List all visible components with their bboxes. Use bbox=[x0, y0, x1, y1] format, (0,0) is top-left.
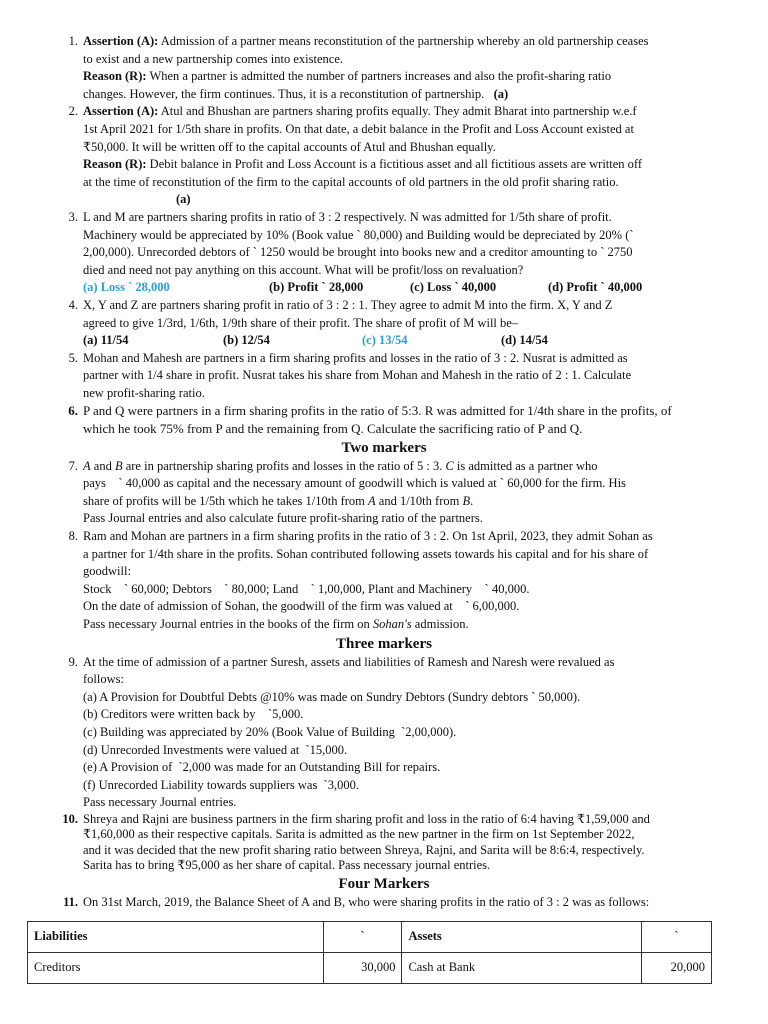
question-text: Pass Journal entries and also calculate future profit-sharing ratio of the partners. bbox=[83, 511, 483, 526]
text: admission. bbox=[411, 617, 469, 631]
question-11 bbox=[0, 894, 768, 912]
cell-asset: Cash at Bank bbox=[402, 953, 642, 984]
question-text: pays ` 40,000 as capital and the necessary amount of goodwill which is valued at ` 60,000 for the firm. His bbox=[83, 476, 626, 491]
question-text: new profit-sharing ratio. bbox=[83, 385, 205, 400]
options-row bbox=[83, 279, 732, 297]
question-1 bbox=[0, 33, 768, 103]
question-7 bbox=[0, 458, 768, 528]
assertion-text-2: to exist and a new partnership comes into existence. bbox=[83, 51, 343, 66]
question-number: 7. bbox=[68, 458, 78, 473]
question-text: Mohan and Mahesh are partners in a firm sharing profits and losses in the ratio of 3 : 2. Nusrat is admitted as bbox=[83, 350, 628, 365]
option-a: (a) 11/54 bbox=[83, 333, 129, 348]
option-d: (d) 14/54 bbox=[501, 333, 548, 348]
text: and 1/10th from bbox=[375, 493, 463, 508]
assertion-text: Atul and Bhushan are partners sharing profits equally. They admit Bharat into partnership w.e.f bbox=[160, 104, 637, 119]
text: . bbox=[470, 493, 474, 508]
question-text: partner with 1/4 share in profit. Nusrat takes his share from Mohan and Mahesh in the ratio of 2 : 1. Calculate bbox=[83, 368, 632, 383]
item-a: (a) A Provision for Doubtful Debts @10% was made on Sundry Debtors (Sundry debtors ` 50,000). bbox=[83, 689, 581, 704]
question-6 bbox=[0, 402, 768, 437]
header-liabilities: Liabilities bbox=[28, 922, 324, 953]
question-number: 3. bbox=[68, 209, 78, 224]
question-text: Ram and Mohan are partners in a firm sharing profits in the ratio of 3 : 2. On 1st April, 2023, they admit Sohan as bbox=[83, 529, 653, 544]
text: Pass necessary Journal entries in the books of the firm on bbox=[83, 617, 373, 631]
option-a: (a) Loss ` 28,000 bbox=[83, 280, 170, 295]
assertion-label: Assertion (A): bbox=[83, 34, 159, 48]
header-assets: Assets bbox=[402, 922, 642, 953]
partner-b: B bbox=[114, 458, 123, 473]
section-heading-four-markers: Four Markers bbox=[338, 875, 430, 892]
question-number: 8. bbox=[68, 529, 78, 544]
question-10 bbox=[0, 812, 768, 874]
balance-sheet-table bbox=[27, 921, 712, 984]
question-9 bbox=[0, 654, 768, 812]
question-text: 2,00,000). Unrecorded debtors of ` 1250 would be brought into books new and a creditor amounting to ` 2750 bbox=[83, 245, 633, 260]
question-text: follows: bbox=[83, 672, 124, 687]
section-heading-three-markers: Three markers bbox=[336, 635, 432, 652]
question-number: 5. bbox=[68, 350, 78, 365]
cell-liability-amount: 30,000 bbox=[323, 953, 402, 984]
question-text: Stock ` 60,000; Debtors ` 80,000; Land ` 1,00,000, Plant and Machinery ` 40,000. bbox=[83, 581, 530, 596]
reason-text-2: changes. However, the firm continues. Thus, it is a reconstitution of partnership. bbox=[83, 86, 485, 101]
question-text: goodwill: bbox=[83, 564, 131, 579]
question-number: 11. bbox=[63, 894, 78, 909]
question-text: L and M are partners sharing profits in ratio of 3 : 2 respectively. N was admitted for 1/5th share of profit. bbox=[83, 209, 612, 224]
question-text: Machinery would be appreciated by 10% (Book value ` 80,000) and Building would be depreciated by 20% (` bbox=[83, 227, 634, 242]
question-2 bbox=[0, 103, 768, 209]
question-8 bbox=[0, 528, 768, 634]
header-amount-symbol: ` bbox=[323, 922, 402, 953]
section-heading-two-markers: Two markers bbox=[341, 439, 427, 456]
question-5 bbox=[0, 350, 768, 403]
reason-text: Debit balance in Profit and Loss Account is a fictitious asset and all fictitious assets are written off bbox=[149, 157, 643, 172]
question-text: and it was decided that the new profit sharing ratio between Shreya, Rajni, and Sarita will be 8:6:4, respectively. bbox=[83, 842, 645, 857]
text: share of profits will be 1/5th which he takes 1/10th from bbox=[83, 493, 369, 508]
question-text: Shreya and Rajni are business partners in the firm sharing profit and loss in the ratio of 6:4 having ₹1,59,000 and bbox=[83, 811, 650, 826]
item-f: (f) Unrecorded Liability towards suppliers was `3,000. bbox=[83, 777, 359, 792]
option-d: (d) Profit ` 40,000 bbox=[548, 280, 643, 295]
reason-label: Reason (R): bbox=[83, 69, 147, 84]
item-g: Pass necessary Journal entries. bbox=[83, 795, 237, 810]
question-4 bbox=[0, 297, 768, 350]
option-b: (b) Profit ` 28,000 bbox=[269, 280, 364, 295]
question-number: 9. bbox=[68, 654, 78, 669]
question-text: died and need not pay anything on this account. What will be profit/loss on revaluation? bbox=[83, 262, 524, 277]
assertion-text-3: ₹50,000. It will be written off to the capital accounts of Atul and Bhushan equally. bbox=[83, 139, 496, 154]
header-amount-symbol: ` bbox=[642, 922, 712, 953]
question-number: 2. bbox=[68, 104, 78, 119]
question-text: ₹1,60,000 as their respective capitals. Sarita is admitted as the new partner in the firm on 1st September 2022, bbox=[83, 827, 635, 842]
question-number: 6. bbox=[68, 403, 78, 419]
option-c: (c) Loss ` 40,000 bbox=[410, 280, 497, 295]
question-text: On 31st March, 2019, the Balance Sheet of A and B, who were sharing profits in the ratio of 3 : 2 was as follows: bbox=[83, 894, 650, 909]
question-text: At the time of admission of a partner Suresh, assets and liabilities of Ramesh and Naresh were revalued as bbox=[83, 654, 615, 669]
option-c: (c) 13/54 bbox=[362, 333, 408, 348]
question-text: a partner for 1/4th share in the profits. Sohan contributed following assets towards his capital and for his share of bbox=[83, 546, 649, 561]
text: Sohan's bbox=[372, 617, 412, 631]
question-number: 1. bbox=[68, 34, 78, 48]
item-d: (d) Unrecorded Investments were valued at `15,000. bbox=[83, 742, 348, 757]
reason-text-2: at the time of reconstitution of the firm to the capital accounts of old partners in the old profit sharing ratio. bbox=[83, 174, 619, 189]
cell-asset-amount: 20,000 bbox=[642, 953, 712, 984]
question-text: On the date of admission of Sohan, the goodwill of the firm was valued at ` 6,00,000. bbox=[83, 599, 520, 614]
text: is admitted as a partner who bbox=[453, 458, 598, 473]
partner-a: A bbox=[83, 458, 91, 473]
item-e: (e) A Provision of `2,000 was made for an Outstanding Bill for repairs. bbox=[83, 760, 441, 775]
text: and bbox=[90, 458, 115, 473]
question-text: Sarita has to bring ₹95,000 as her share of capital. Pass necessary journal entries. bbox=[83, 858, 491, 873]
partner-a: A bbox=[368, 493, 376, 508]
answer: (a) bbox=[176, 192, 191, 207]
item-c: (c) Building was appreciated by 20% (Book Value of Building `2,00,000). bbox=[83, 724, 457, 739]
question-3 bbox=[0, 209, 768, 297]
assertion-text-2: 1st April 2021 for 1/5th share in profits. On that date, a debit balance in the Profit and Loss Account existed at bbox=[83, 121, 634, 136]
partner-b: B bbox=[462, 493, 471, 508]
table-header-row bbox=[28, 922, 712, 953]
question-text: which he took 75% from P and the remaining from Q. Calculate the sacrificing ratio of P and Q. bbox=[83, 421, 583, 437]
question-text: X, Y and Z are partners sharing profit in ratio of 3 : 2 : 1. They agree to admit M into the firm. X, Y and Z bbox=[83, 297, 613, 312]
options-row bbox=[83, 332, 732, 350]
question-text: P and Q were partners in a firm sharing profits in the ratio of 5:3. R was admitted for 1/4th share in the profits, of bbox=[83, 403, 672, 419]
partner-c: C bbox=[445, 458, 454, 473]
item-b: (b) Creditors were written back by `5,000. bbox=[83, 707, 304, 722]
assertion-text: Admission of a partner means reconstitution of the partnership whereby an old partnership ceases bbox=[160, 34, 649, 48]
question-number: 4. bbox=[68, 297, 78, 312]
reason-text: When a partner is admitted the number of partners increases and also the profit-sharing ratio bbox=[149, 69, 612, 84]
assertion-label: Assertion (A): bbox=[83, 104, 159, 119]
answer: (a) bbox=[493, 86, 509, 101]
table-row bbox=[28, 953, 712, 984]
option-b: (b) 12/54 bbox=[223, 333, 270, 348]
question-number: 10. bbox=[62, 811, 78, 826]
text: are in partnership sharing profits and losses in the ratio of 5 : 3. bbox=[122, 458, 446, 473]
question-text: agreed to give 1/3rd, 1/6th, 1/9th share of their profit. The share of profit of M will be– bbox=[83, 315, 519, 330]
reason-label: Reason (R): bbox=[83, 157, 147, 172]
question-page bbox=[0, 33, 768, 912]
cell-liability: Creditors bbox=[28, 953, 324, 984]
